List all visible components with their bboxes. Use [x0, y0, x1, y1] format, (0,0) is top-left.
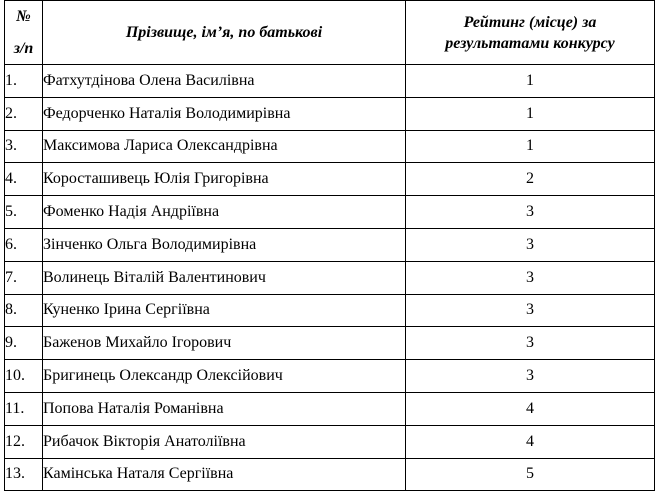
table-row [5, 261, 655, 294]
results-table [4, 0, 655, 491]
row-number-cell: 8. [5, 294, 43, 327]
header-rating [406, 1, 655, 65]
full-name-cell: Фоменко Надія Андріївна [43, 196, 406, 229]
row-number-cell: 9. [5, 327, 43, 360]
full-name-cell: Рибачок Вікторія Анатоліївна [43, 425, 406, 458]
row-number-cell: 11. [5, 392, 43, 425]
full-name-cell: Камінська Наталя Сергіївна [43, 458, 406, 491]
table-row [5, 228, 655, 261]
rating-cell: 3 [406, 196, 655, 229]
row-number-cell: 6. [5, 228, 43, 261]
table-row [5, 458, 655, 491]
table-row [5, 327, 655, 360]
header-full-name-label: Прізвище, ім’я, по батькові [125, 23, 323, 41]
header-rating-line2: результатами конкурсу [445, 34, 615, 52]
table-row [5, 65, 655, 98]
row-number-cell: 12. [5, 425, 43, 458]
table-row [5, 360, 655, 393]
full-name-cell: Коросташивець Юлія Григорівна [43, 163, 406, 196]
full-name-cell: Максимова Лариса Олександрівна [43, 130, 406, 163]
full-name-cell: Фатхутдінова Олена Василівна [43, 65, 406, 98]
rating-cell: 1 [406, 65, 655, 98]
header-number [5, 1, 43, 65]
full-name-cell: Куненко Ірина Сергіївна [43, 294, 406, 327]
full-name-cell: Бригинець Олександр Олексійович [43, 360, 406, 393]
full-name-cell: Зінченко Ольга Володимирівна [43, 228, 406, 261]
row-number-cell: 3. [5, 130, 43, 163]
rating-cell: 3 [406, 360, 655, 393]
rating-cell: 3 [406, 228, 655, 261]
rating-cell: 3 [406, 294, 655, 327]
rating-cell: 1 [406, 130, 655, 163]
rating-cell: 3 [406, 327, 655, 360]
row-number-cell: 2. [5, 97, 43, 130]
table-row [5, 130, 655, 163]
rating-cell: 3 [406, 261, 655, 294]
header-number-symbol: № [16, 8, 31, 25]
rating-cell: 5 [406, 458, 655, 491]
table-row [5, 425, 655, 458]
rating-cell: 2 [406, 163, 655, 196]
header-full-name [43, 1, 406, 65]
row-number-cell: 5. [5, 196, 43, 229]
full-name-cell: Волинець Віталій Валентинович [43, 261, 406, 294]
rating-cell: 1 [406, 97, 655, 130]
row-number-cell: 13. [5, 458, 43, 491]
header-rating-line1: Рейтинг (місце) за [463, 13, 597, 31]
table-row [5, 196, 655, 229]
full-name-cell: Баженов Михайло Ігорович [43, 327, 406, 360]
full-name-cell: Попова Наталія Романівна [43, 392, 406, 425]
table-row [5, 97, 655, 130]
table-row [5, 294, 655, 327]
row-number-cell: 4. [5, 163, 43, 196]
row-number-cell: 1. [5, 65, 43, 98]
table-row [5, 163, 655, 196]
table-header-row [5, 1, 655, 65]
row-number-cell: 7. [5, 261, 43, 294]
rating-cell: 4 [406, 392, 655, 425]
header-number-abbrev: з/п [13, 40, 34, 57]
table-body [5, 65, 655, 491]
row-number-cell: 10. [5, 360, 43, 393]
full-name-cell: Федорченко Наталія Володимирівна [43, 97, 406, 130]
rating-cell: 4 [406, 425, 655, 458]
table-row [5, 392, 655, 425]
